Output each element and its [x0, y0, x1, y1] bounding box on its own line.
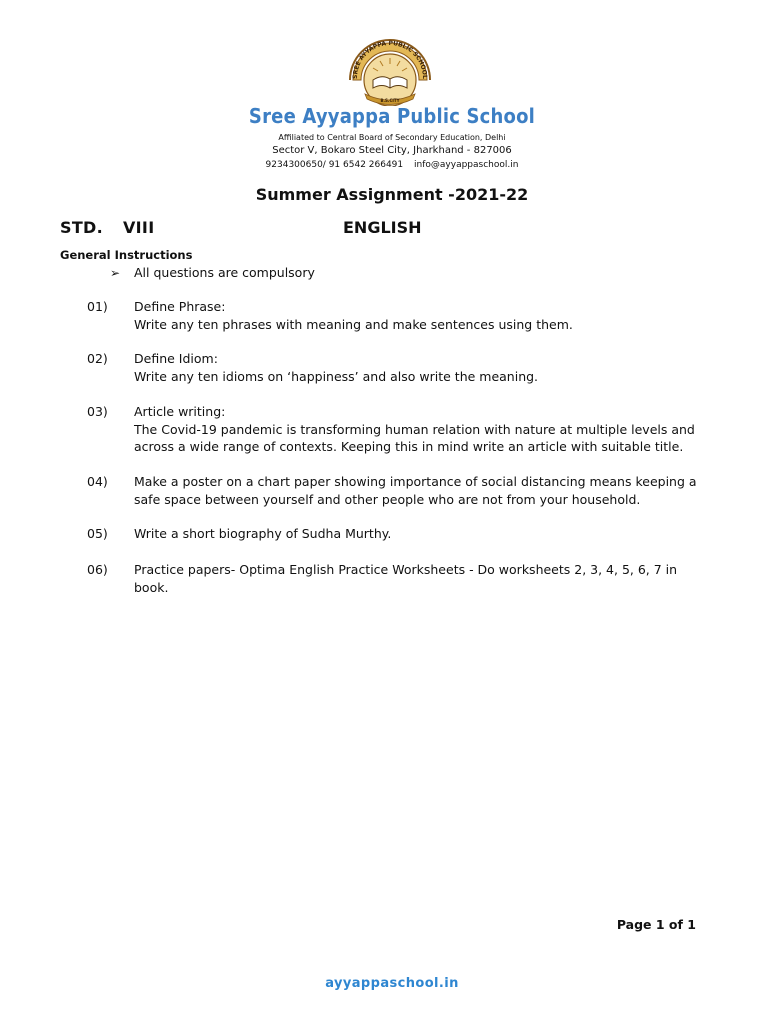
instruction-text: All questions are compulsory — [134, 265, 315, 280]
question-line: Make a poster on a chart paper showing importance of social distancing means keeping a — [134, 474, 697, 489]
subject-label: ENGLISH — [343, 218, 422, 237]
school-emblem-icon — [347, 36, 433, 106]
question-body — [134, 298, 724, 333]
question-line: Define Phrase: — [134, 299, 226, 314]
general-instructions-heading: General Instructions — [60, 248, 193, 262]
logo-city-text: B.S.CITY — [380, 98, 400, 103]
question-line: book. — [134, 579, 169, 595]
instruction-item — [110, 265, 315, 280]
question-line: across a wide range of contexts. Keeping this in mind write an article with suitable title. — [134, 439, 684, 454]
logo-ring-text: SREE AYYAPPA PUBLIC SCHOOL — [351, 39, 429, 80]
question-number: 03) — [87, 404, 108, 419]
question-body — [134, 350, 724, 385]
question-line: The Covid-19 pandemic is transforming human relation with nature at multiple levels and — [134, 421, 695, 437]
std-label: STD. — [60, 218, 103, 237]
school-name: Sree Ayyappa Public School — [248, 104, 536, 128]
school-logo — [347, 36, 433, 106]
question-number: 05) — [87, 526, 108, 541]
question-line: safe space between yourself and other people who are not from your household. — [134, 491, 641, 507]
question-line: Write any ten phrases with meaning and make sentences using them. — [134, 316, 573, 332]
question-line: Article writing: — [134, 404, 226, 419]
page-number: Page 1 of 1 — [616, 917, 696, 932]
assignment-title: Summer Assignment -2021-22 — [255, 185, 529, 204]
question-body — [134, 473, 724, 508]
question-number: 02) — [87, 351, 108, 366]
contact-line — [0, 160, 770, 170]
footer-website[interactable]: ayyappaschool.in — [325, 976, 459, 991]
question-body — [134, 403, 724, 456]
question-body — [134, 525, 724, 543]
question-line: Write a short biography of Sudha Murthy. — [134, 526, 392, 541]
question-number: 04) — [87, 474, 108, 489]
question-line: Write any ten idioms on ‘happiness’ and also write the meaning. — [134, 368, 539, 384]
question-body — [134, 561, 724, 596]
question-number: 06) — [87, 562, 108, 577]
standard-label — [60, 218, 154, 237]
question-line: Practice papers- Optima English Practice Worksheets - Do worksheets 2, 3, 4, 5, 6, 7 in — [134, 562, 678, 577]
school-address: Sector V, Bokaro Steel City, Jharkhand - 827006 — [272, 145, 512, 156]
phone-numbers: 9234300650/ 91 6542 266491 — [265, 160, 404, 170]
arrow-bullet-icon: ➢ — [110, 266, 121, 280]
email-address: info@ayyappaschool.in — [414, 160, 519, 170]
question-number: 01) — [87, 299, 108, 314]
affiliation-line: Affiliated to Central Board of Secondary Education, Delhi — [278, 133, 506, 142]
question-line: Define Idiom: — [134, 351, 218, 366]
std-value: VIII — [123, 218, 155, 237]
